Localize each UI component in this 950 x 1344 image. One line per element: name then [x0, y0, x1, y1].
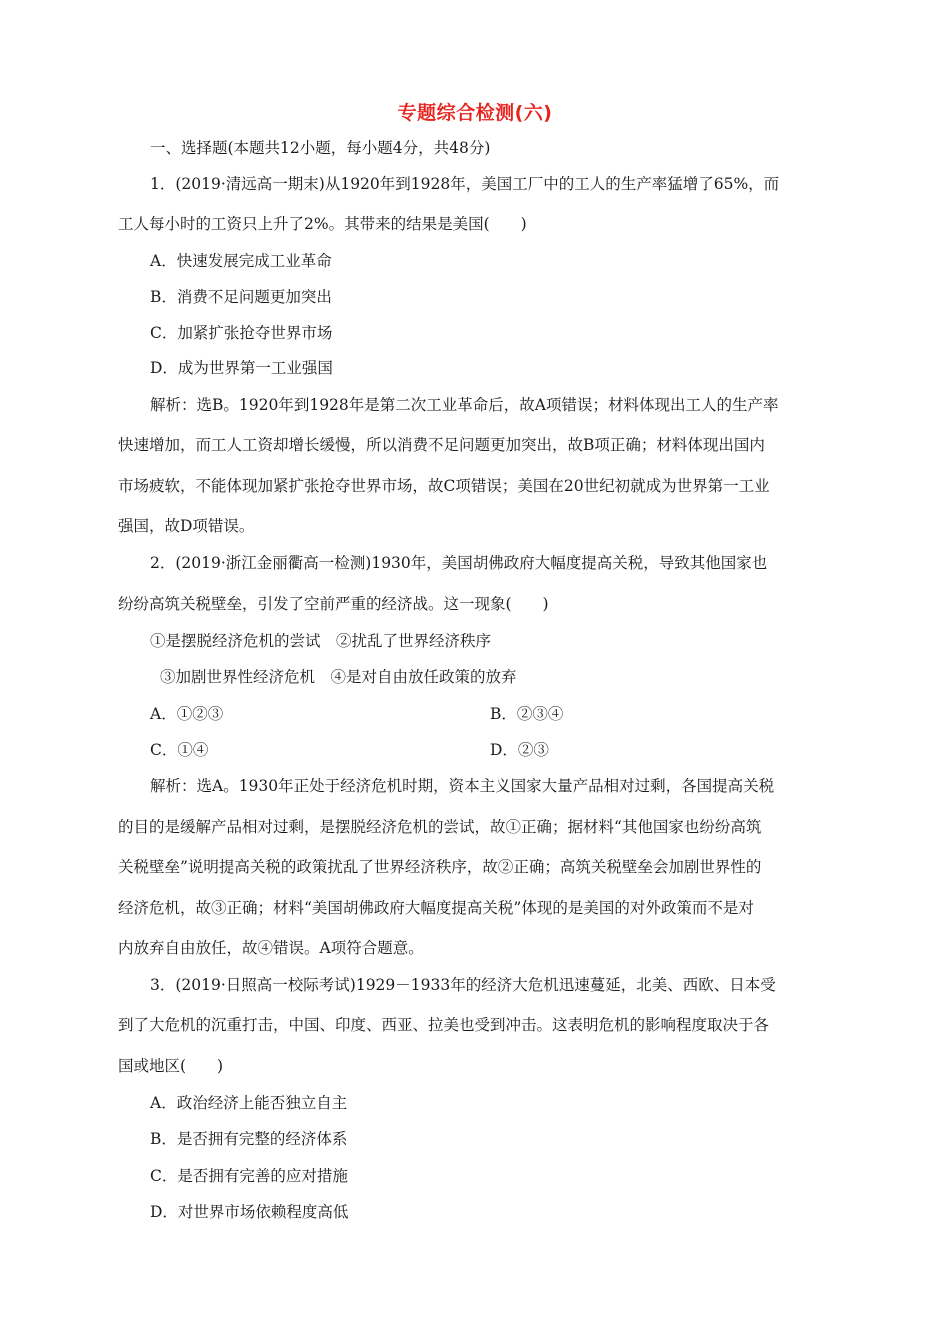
q3-stem-line3: 国或地区( ) [118, 1057, 224, 1075]
q1-stem-line1: 1．(2019·清远高一期末)从1920年到1928年，美国工厂中的工人的生产率猛增了65%，而 [150, 175, 780, 193]
q2-option-c: C．①④ [150, 741, 209, 759]
q2-statements-line2: ③加剧世界性经济危机 ④是对自由放任政策的放弃 [160, 668, 517, 686]
q1-option-a: A．快速发展完成工业革命 [150, 252, 332, 270]
q2-option-d: D．②③ [490, 741, 549, 759]
q2-analysis-line4: 经济危机，故③正确；材料“美国胡佛政府大幅度提高关税”体现的是美国的对外政策而不是对 [118, 899, 754, 917]
q3-option-b: B．是否拥有完整的经济体系 [150, 1130, 348, 1148]
q1-analysis-line2: 快速增加，而工人工资却增长缓慢，所以消费不足问题更加突出，故B项正确；材料体现出国内 [118, 436, 765, 454]
q3-option-a: A．政治经济上能否独立自主 [150, 1094, 348, 1112]
q3-option-c: C．是否拥有完善的应对措施 [150, 1167, 348, 1185]
q2-analysis-line2: 的目的是缓解产品相对过剩，是摆脱经济危机的尝试，故①正确；据材料“其他国家也纷纷高筑 [118, 818, 762, 836]
q1-option-d: D．成为世界第一工业强国 [150, 359, 333, 377]
page-title: 专题综合检测(六) [397, 102, 553, 124]
q3-option-d: D．对世界市场依赖程度高低 [150, 1203, 349, 1221]
q1-option-b: B．消费不足问题更加突出 [150, 288, 332, 306]
section-header: 一、选择题(本题共12小题，每小题4分，共48分) [150, 139, 491, 157]
q1-analysis-line3: 市场疲软，不能体现加紧扩张抢夺世界市场，故C项错误；美国在20世纪初就成为世界第一工业 [118, 477, 770, 495]
q2-analysis-line1: 解析：选A。1930年正处于经济危机时期，资本主义国家大量产品相对过剩，各国提高关税 [150, 777, 775, 795]
q2-option-a: A．①②③ [150, 705, 224, 723]
q1-stem-line2: 工人每小时的工资只上升了2%。其带来的结果是美国( ) [118, 215, 527, 233]
q3-stem-line2: 到了大危机的沉重打击，中国、印度、西亚、拉美也受到冲击。这表明危机的影响程度取决于各 [118, 1016, 770, 1034]
q1-analysis-line1: 解析：选B。1920年到1928年是第二次工业革命后，故A项错误；材料体现出工人的生产率 [150, 396, 779, 414]
q2-option-b: B．②③④ [490, 705, 564, 723]
q2-statements-line1: ①是摆脱经济危机的尝试 ②扰乱了世界经济秩序 [150, 632, 492, 650]
q2-stem-line1: 2．(2019·浙江金丽衢高一检测)1930年，美国胡佛政府大幅度提高关税，导致其他国家也 [150, 554, 768, 572]
q2-analysis-line3: 关税壁垒”说明提高关税的政策扰乱了世界经济秩序，故②正确；高筑关税壁垒会加剧世界性的 [118, 858, 762, 876]
q2-stem-line2: 纷纷高筑关税壁垒，引发了空前严重的经济战。这一现象( ) [118, 595, 549, 613]
q1-analysis-line4: 强国，故D项错误。 [118, 517, 255, 535]
q3-stem-line1: 3．(2019·日照高一校际考试)1929－1933年的经济大危机迅速蔓延，北美、西欧、日本受 [150, 976, 776, 994]
q2-analysis-line5: 内放弃自由放任，故④错误。A项符合题意。 [118, 939, 424, 957]
q1-option-c: C．加紧扩张抢夺世界市场 [150, 324, 333, 342]
